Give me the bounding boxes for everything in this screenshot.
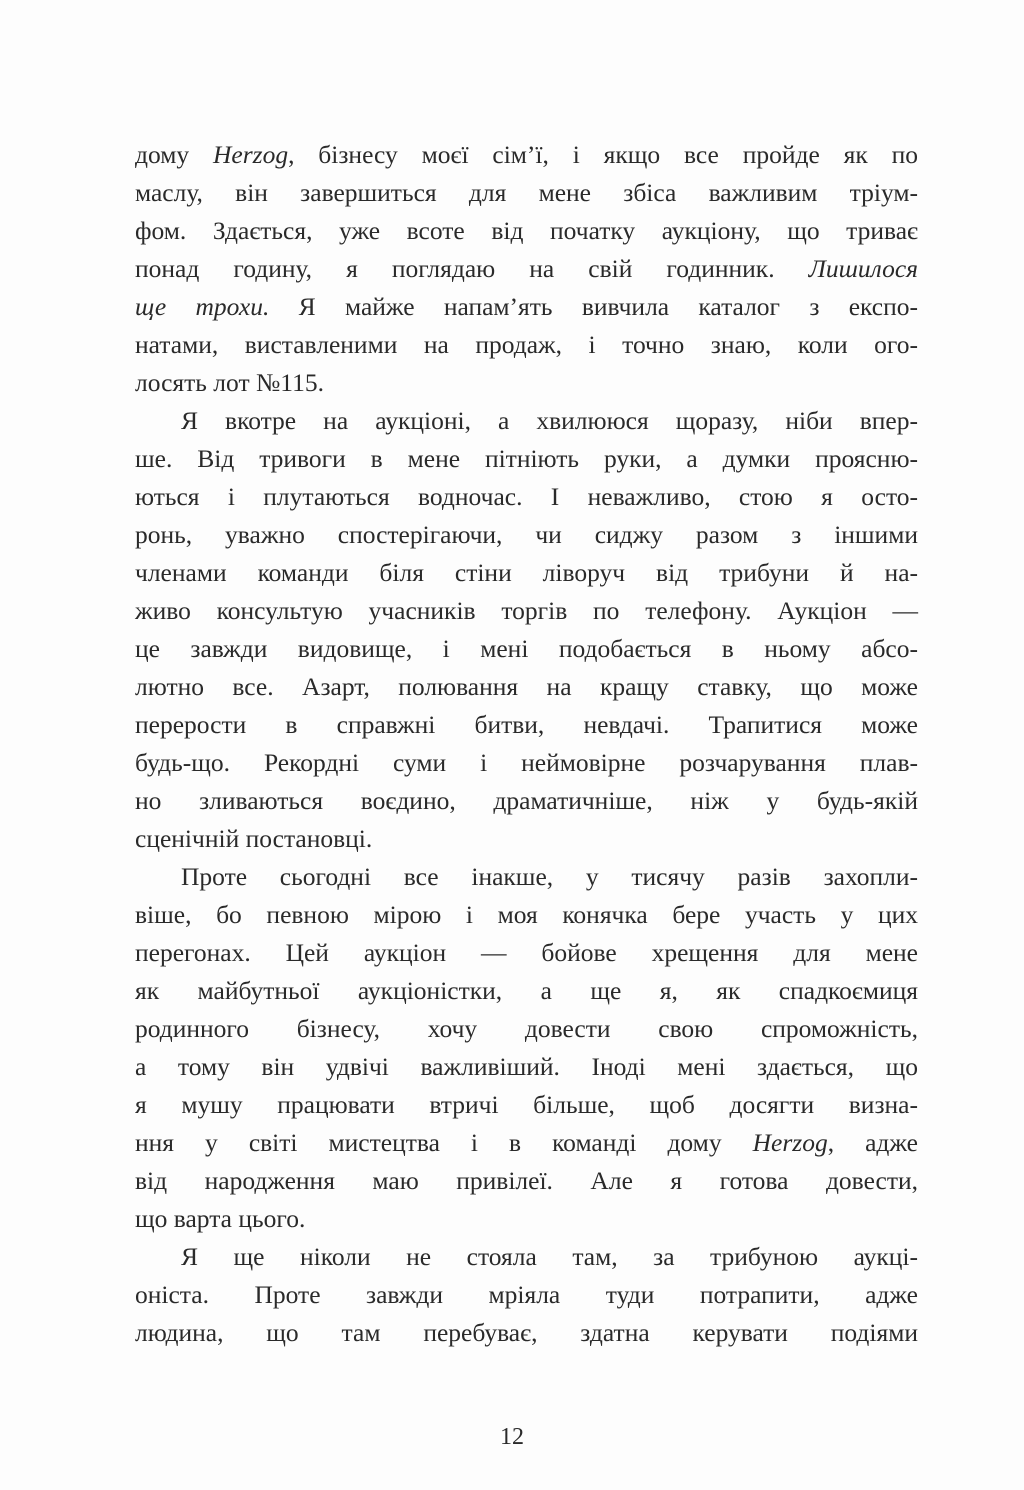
text-segment: лосять лот №115. [135,368,324,397]
text-segment: ються і плутаються водночас. І неважливо, стою я осто- [135,482,918,511]
text-segment: віше, бо певною мірою і моя конячка бере участь у цих [135,900,918,929]
italic-text: Лишилося [808,254,918,283]
text-segment: Проте сьогодні все інакше, у тисячу разів захопли- [181,862,918,891]
text-line [135,554,918,592]
text-segment: людина, що там перебуває, здатна керувати подіями [135,1318,918,1347]
text-segment: я мушу працювати втричі більше, щоб досягти визна- [135,1090,918,1119]
text-segment: членами команди біля стіни ліворуч від трибуни й на- [135,558,918,587]
text-segment: родинного бізнесу, хочу довести свою спроможність, [135,1014,918,1043]
text-segment: Я вкотре на аукціоні, а хвилююся щоразу, ніби впер- [181,406,918,435]
italic-text: Herzog [212,140,289,169]
italic-text: ще трохи. [135,292,270,321]
text-line [135,630,918,668]
text-line [135,402,918,440]
text-segment: будь-що. Рекордні суми і неймовірне розчарування плав- [135,748,918,777]
text-segment: сценічній постановці. [135,824,373,853]
text-segment: як майбутньої аукціоністки, а ще я, як спадкоємиця [135,976,918,1005]
text-segment: живо консультую учасників торгів по телефону. Аукціон — [135,596,918,625]
text-line [135,288,918,326]
text-line [135,1124,918,1162]
text-segment: а тому він удвічі важливіший. Іноді мені здається, що [135,1052,918,1081]
italic-text: Herzog [752,1128,828,1157]
text-line [135,972,918,1010]
text-line [135,1010,918,1048]
text-line [135,250,918,288]
page-number: 12 [500,1424,524,1450]
text-segment: від народження маю привілеї. Але я готова довести, [135,1166,918,1195]
text-line [135,744,918,782]
text-segment: це завжди видовище, і мені подобається в ньому абсо- [135,634,918,663]
text-line [135,478,918,516]
text-line [135,440,918,478]
text-segment: Я майже напам’ять вивчила каталог з експо- [269,292,918,321]
text-line [135,1086,918,1124]
text-line [135,364,918,402]
text-segment: дому [135,140,213,169]
text-segment: ше. Від тривоги в мене пітніють руки, а думки проясню- [135,444,918,473]
text-segment: натами, виставленими на продаж, і точно знаю, коли ого- [135,330,918,359]
text-line [135,592,918,630]
text-line [135,1314,918,1352]
text-line [135,212,918,250]
text-segment: , бізнесу моєї сім’ї, і якщо все пройде як по [288,140,918,169]
text-line [135,136,918,174]
text-line [135,326,918,364]
text-segment: ронь, уважно спостерігаючи, чи сиджу разом з іншими [135,520,918,549]
text-segment: перегонах. Цей аукціон — бойове хрещення для мене [135,938,918,967]
text-line [135,782,918,820]
text-segment: що варта цього. [135,1204,306,1233]
text-segment: маслу, він завершиться для мене збіса важливим тріум- [135,178,918,207]
text-line [135,858,918,896]
text-line [135,820,918,858]
text-segment: фом. Здається, уже всоте від початку аукціону, що триває [135,216,918,245]
text-line [135,1276,918,1314]
text-segment: понад годину, я поглядаю на свій годинник. [135,254,809,283]
text-line [135,706,918,744]
text-line [135,1048,918,1086]
text-segment: , адже [827,1128,918,1157]
text-line [135,516,918,554]
text-segment: но зливаються воєдино, драматичніше, ніж у будь-якій [135,786,918,815]
text-segment: лютно все. Азарт, полювання на кращу ставку, що може [135,672,918,701]
text-segment: оніста. Проте завжди мріяла туди потрапити, адже [135,1280,918,1309]
text-segment: перерости в справжні битви, невдачі. Трапитися може [135,710,918,739]
text-segment: Я ще ніколи не стояла там, за трибуною аукці- [181,1242,918,1271]
text-segment: ння у світі мистецтва і в команді дому [135,1128,753,1157]
text-line [135,896,918,934]
text-line [135,1238,918,1276]
text-line [135,934,918,972]
text-line [135,174,918,212]
text-line [135,1162,918,1200]
body-text [135,136,918,1352]
text-line [135,1200,918,1238]
text-line [135,668,918,706]
